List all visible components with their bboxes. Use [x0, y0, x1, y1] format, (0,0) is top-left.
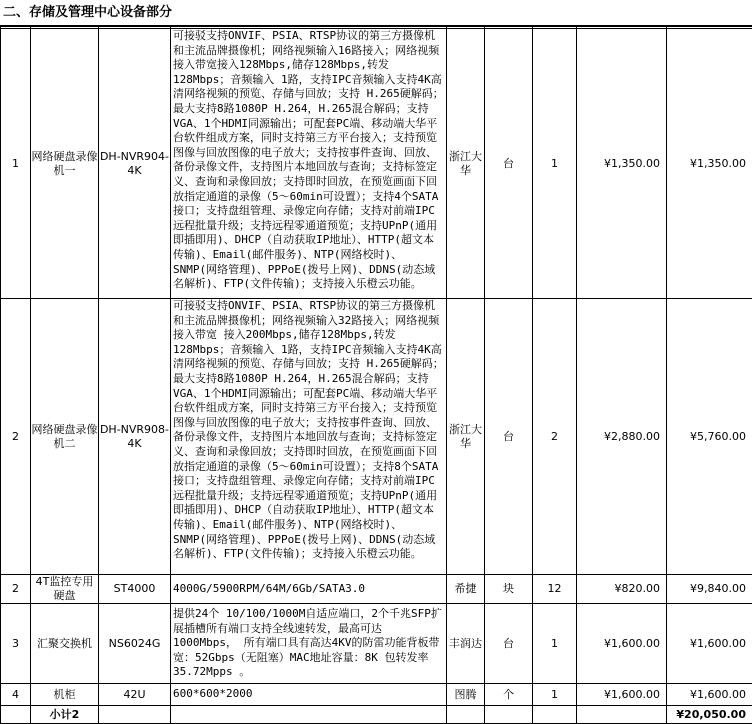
- cell-price: ¥820.00: [577, 575, 667, 604]
- cell-qty: 12: [533, 575, 577, 604]
- cell-price: ¥1,600.00: [577, 684, 667, 706]
- cell-name: 汇聚交换机: [31, 604, 99, 684]
- cell-model: DH-NVR908-4K: [99, 299, 171, 575]
- cell-brand: 丰润达: [447, 604, 485, 684]
- cell-desc: 提供24个 10/100/1000M自适应端口，2个千兆SFP扩展插槽所有端口支持全线速转发，最高可达1000Mbps， 所有端口具有高达4KV的防雷功能背板带宽：52Gbps（无阻塞）MAC地址容量：8K 包转发率 35.72Mpps 。: [171, 604, 447, 684]
- table-row: [1, 29, 752, 299]
- cell-name: 机柜: [31, 684, 99, 706]
- cell-no: 3: [1, 604, 31, 684]
- cell-unit: 个: [485, 684, 533, 706]
- cell-model: NS6024G: [99, 604, 171, 684]
- cell-price: ¥1,350.00: [577, 29, 667, 299]
- cell-no: 1: [1, 29, 31, 299]
- cell-unit: 台: [485, 29, 533, 299]
- table-row: [1, 299, 752, 575]
- cell-unit: 台: [485, 604, 533, 684]
- cell-total: ¥1,350.00: [667, 29, 752, 299]
- cell-name: 网络硬盘录像机二: [31, 299, 99, 575]
- cell-price: ¥1,600.00: [577, 604, 667, 684]
- cell-name: 网络硬盘录像机一: [31, 29, 99, 299]
- cell-desc: 可接驳支持ONVIF、PSIA、RTSP协议的第三方摄像机和主流品牌摄像机；网络视频输入32路接入；网络视频接入带宽 接入200Mbps,储存128Mbps,转发128Mbps；音频输入 1路，支持IPC音频输入支持4K高清网络视频的预览、存储与回放；支持 H.265硬解码；最大支持8路1080P H.264，H.265混合解码；支持VGA、1个HDMI同源输出；可配套PC端、移动端大华平台软件组成方案，同时支持第三方平台接入；支持预览图像与回放图像的电子放大；支持按事件查询、回放、备份录像文件，支持图片本地回放与查询；支持标签定义、查询和录像回放；支持即时回放，在预览画面下回放指定通道的录像（5～60min可设置）；支持8个SATA接口；支持盘组管理、录像定向存储；支持对前端IPC远程批量升级；支持远程零通道预览；支持UPnP(通用即插即用)、DHCP（自动获取IP地址）、HTTP(超文本传输)、Email(邮件服务)、NTP(网络校时)、SNMP(网络管理)、PPPoE(拨号上网)、DDNS(动态域名解析)、FTP(文件传输)；支持接入乐橙云功能。: [171, 299, 447, 575]
- cell-blank: [485, 706, 533, 724]
- cell-qty: 1: [533, 684, 577, 706]
- cell-blank: [533, 706, 577, 724]
- cell-blank: [99, 706, 171, 724]
- cell-brand: 希捷: [447, 575, 485, 604]
- cell-desc: 600*600*2000: [171, 684, 447, 706]
- cell-desc: 4000G/5900RPM/64M/6Gb/SATA3.0: [171, 575, 447, 604]
- cell-desc: 可接驳支持ONVIF、PSIA、RTSP协议的第三方摄像机和主流品牌摄像机；网络视频输入16路接入；网络视频接入带宽接入128Mbps,储存128Mbps,转发128Mbps；音频输入 1路，支持IPC音频输入支持4K高清网络视频的预览、存储与回放；支持 H.265硬解码；最大支持8路1080P H.264，H.265混合解码；支持VGA、1个HDMI同源输出；可配套PC端、移动端大华平台软件组成方案，同时支持第三方平台接入；支持预览图像与回放图像的电子放大；支持按事件查询、回放、备份录像文件，支持图片本地回放与查询；支持标签定义、查询和录像回放；支持即时回放，在预览画面下回放指定通道的录像（5～60min可设置）；支持4个SATA接口；支持盘组管理、录像定向存储；支持对前端IPC远程批量升级；支持远程零通道预览；支持UPnP(通用即插即用)、DHCP（自动获取IP地址）、HTTP(超文本传输)、Email(邮件服务)、NTP(网络校时)、SNMP(网络管理)、PPPoE(拨号上网)、DDNS(动态域名解析)、FTP(文件传输)；支持接入乐橙云功能。: [171, 29, 447, 299]
- subtotal-total: ¥20,050.00: [667, 706, 752, 724]
- cell-brand: 浙江大华: [447, 299, 485, 575]
- cell-blank: [447, 706, 485, 724]
- cell-no: 2: [1, 299, 31, 575]
- section-title: 二、存储及管理中心设备部分: [0, 0, 752, 26]
- subtotal-label: 小计2: [31, 706, 99, 724]
- cell-qty: 2: [533, 299, 577, 575]
- cell-qty: 1: [533, 29, 577, 299]
- table-row: [1, 575, 752, 604]
- cell-blank: [171, 706, 447, 724]
- cell-blank: [1, 706, 31, 724]
- cell-brand: 浙江大华: [447, 29, 485, 299]
- cell-model: 42U: [99, 684, 171, 706]
- cell-unit: 台: [485, 299, 533, 575]
- cell-total: ¥5,760.00: [667, 299, 752, 575]
- cell-brand: 图腾: [447, 684, 485, 706]
- cell-unit: 块: [485, 575, 533, 604]
- cell-total: ¥1,600.00: [667, 604, 752, 684]
- cell-total: ¥1,600.00: [667, 684, 752, 706]
- equipment-table: [0, 26, 752, 724]
- cell-price: ¥2,880.00: [577, 299, 667, 575]
- table-row: [1, 684, 752, 706]
- cell-total: ¥9,840.00: [667, 575, 752, 604]
- cell-no: 4: [1, 684, 31, 706]
- subtotal-row: [1, 706, 752, 724]
- table-row: [1, 604, 752, 684]
- cell-qty: 1: [533, 604, 577, 684]
- cell-blank: [577, 706, 667, 724]
- cell-model: ST4000: [99, 575, 171, 604]
- cell-model: DH-NVR904-4K: [99, 29, 171, 299]
- cell-no: 2: [1, 575, 31, 604]
- cell-name: 4T监控专用硬盘: [31, 575, 99, 604]
